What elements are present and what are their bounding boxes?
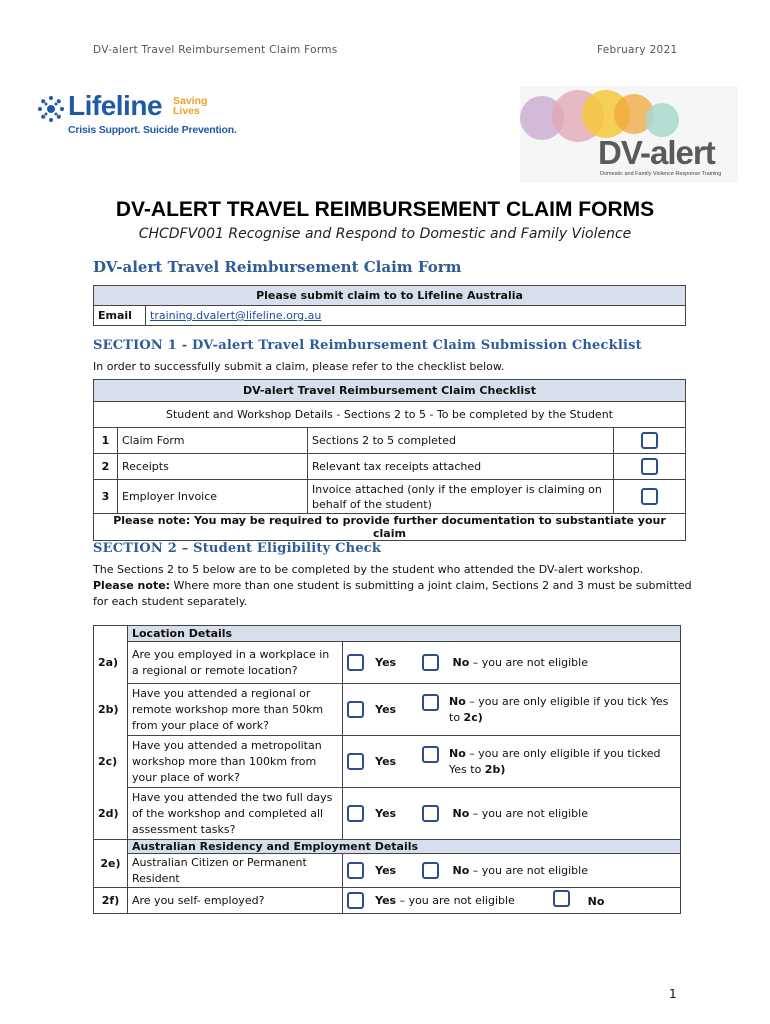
- checklist-title: DV-alert Travel Reimbursement Claim Checklist: [94, 380, 686, 402]
- row-number: 3: [94, 480, 118, 514]
- row-item: Claim Form: [118, 428, 308, 454]
- lifeline-logo: [36, 90, 237, 140]
- lifeline-sun-icon: [36, 94, 66, 124]
- eligibility-table: [93, 625, 681, 914]
- yes-checkbox-2b[interactable]: [347, 701, 364, 718]
- checklist-subtitle: Student and Workshop Details - Sections 2 to 5 - To be completed by the Student: [94, 402, 686, 428]
- running-header-date: February 2021: [597, 44, 678, 56]
- question-text: Have you attended the two full days of the workshop and completed all assessment tasks?: [131, 790, 333, 836]
- checklist-table: [93, 379, 686, 541]
- question-text: Are you employed in a workplace in a regional or remote location?: [131, 647, 330, 677]
- section2-heading: SECTION 2 – Student Eligibility Check: [93, 541, 382, 556]
- lifeline-tagline: Crisis Support. Suicide Prevention.: [68, 124, 237, 136]
- yes-label: Yes: [375, 806, 397, 820]
- yes-label: Yes: [375, 754, 397, 768]
- eligibility-row: [94, 854, 681, 888]
- no-label: No – you are not eligible: [452, 655, 588, 669]
- checklist-row: [94, 480, 686, 514]
- row-number: 2f): [94, 888, 128, 914]
- eligibility-row: [94, 642, 681, 684]
- yes-label: Yes: [375, 702, 397, 716]
- row-number: 2a): [97, 656, 119, 669]
- row-description: Sections 2 to 5 completed: [308, 428, 614, 454]
- no-label: No – you are not eligible: [452, 806, 588, 820]
- eligibility-row: [94, 888, 681, 914]
- row-description: Invoice attached (only if the employer is claiming on behalf of the student): [308, 480, 614, 514]
- question-cell: [97, 642, 342, 684]
- no-checkbox-2c[interactable]: [422, 746, 439, 763]
- row-number: 2e): [94, 840, 128, 888]
- eligibility-row: [94, 788, 681, 840]
- no-checkbox-2f[interactable]: [553, 890, 570, 907]
- submit-table: [93, 285, 686, 326]
- no-checkbox-2e[interactable]: [422, 862, 439, 879]
- row-number: 2d): [97, 807, 119, 820]
- checklist-row: [94, 428, 686, 454]
- email-label: Email: [94, 306, 146, 326]
- no-label: No – you are only eligible if you ticked Yes to 2b): [449, 746, 661, 776]
- submit-header: Please submit claim to to Lifeline Australia: [94, 286, 686, 306]
- question-cell: [97, 736, 342, 788]
- yes-checkbox-2e[interactable]: [347, 862, 364, 879]
- lifeline-saving-lives: Saving Lives: [173, 95, 208, 117]
- email-link[interactable]: training.dvalert@lifeline.org.au: [150, 309, 322, 322]
- section2-intro: The Sections 2 to 5 below are to be completed by the student who attended the DV-alert workshop.: [93, 563, 644, 576]
- checklist-checkbox-claim-form[interactable]: [641, 432, 658, 449]
- yes-label: Yes: [375, 655, 397, 669]
- question-text: Have you attended a metropolitan workshop more than 100km from your place of work?: [131, 738, 322, 784]
- page-subtitle: CHCDFV001 Recognise and Respond to Domestic and Family Violence: [138, 226, 632, 242]
- row-number: 2: [94, 454, 118, 480]
- lifeline-wordmark: Lifeline: [68, 90, 163, 121]
- yes-label: Yes: [375, 863, 397, 877]
- eligibility-row: [94, 736, 681, 788]
- dvalert-logo: [520, 86, 738, 182]
- row-number: 2b): [97, 703, 119, 716]
- yes-checkbox-2c[interactable]: [347, 753, 364, 770]
- location-details-header: Location Details: [127, 626, 680, 642]
- section2-para: [93, 562, 693, 610]
- yes-checkbox-2a[interactable]: [347, 654, 364, 671]
- running-header-title: DV-alert Travel Reimbursement Claim Forms: [93, 44, 338, 56]
- no-checkbox-2b[interactable]: [422, 694, 439, 711]
- question-text: Have you attended a regional or remote workshop more than 50km from your place of work?: [131, 686, 324, 732]
- section1-intro: In order to successfully submit a claim, please refer to the checklist below.: [93, 360, 505, 373]
- row-number: 2c): [97, 755, 118, 768]
- question-text: Australian Citizen or Permanent Resident: [127, 854, 342, 888]
- yes-checkbox-2d[interactable]: [347, 805, 364, 822]
- question-cell: [97, 684, 342, 736]
- checklist-checkbox-receipts[interactable]: [641, 458, 658, 475]
- eligibility-row: [94, 684, 681, 736]
- page-title: DV-ALERT TRAVEL REIMBURSEMENT CLAIM FORMS: [115, 198, 655, 221]
- yes-not-eligible-label: Yes – you are not eligible: [375, 893, 515, 907]
- no-label: No: [587, 895, 605, 908]
- no-checkbox-2a[interactable]: [422, 654, 439, 671]
- row-description: Relevant tax receipts attached: [308, 454, 614, 480]
- checklist-note: Please note: You may be required to provide further documentation to substantiate your claim: [94, 514, 686, 541]
- section1-heading: SECTION 1 - DV-alert Travel Reimbursement Claim Submission Checklist: [93, 338, 642, 353]
- dvalert-wordmark: DV-alert: [598, 134, 715, 171]
- row-number: 1: [94, 428, 118, 454]
- row-item: Employer Invoice: [118, 480, 308, 514]
- yes-checkbox-2f[interactable]: [347, 892, 364, 909]
- no-checkbox-2d[interactable]: [422, 805, 439, 822]
- question-text: Are you self- employed?: [127, 888, 342, 914]
- section2-note: Please note: Where more than one student is submitting a joint claim, Sections 2 and 3 must be submitted for each student separately.: [93, 579, 692, 608]
- question-cell: [97, 788, 342, 840]
- dvalert-subtitle: Domestic and Family Violence Response Training: [600, 171, 722, 177]
- checklist-row: [94, 454, 686, 480]
- row-item: Receipts: [118, 454, 308, 480]
- no-label: No – you are not eligible: [452, 863, 588, 877]
- page-number: 1: [669, 987, 677, 1001]
- form-heading: DV-alert Travel Reimbursement Claim Form: [93, 258, 462, 276]
- no-label: No – you are only eligible if you tick Yes to 2c): [449, 694, 669, 724]
- residency-header: Australian Residency and Employment Details: [127, 840, 680, 854]
- checklist-checkbox-employer-invoice[interactable]: [641, 488, 658, 505]
